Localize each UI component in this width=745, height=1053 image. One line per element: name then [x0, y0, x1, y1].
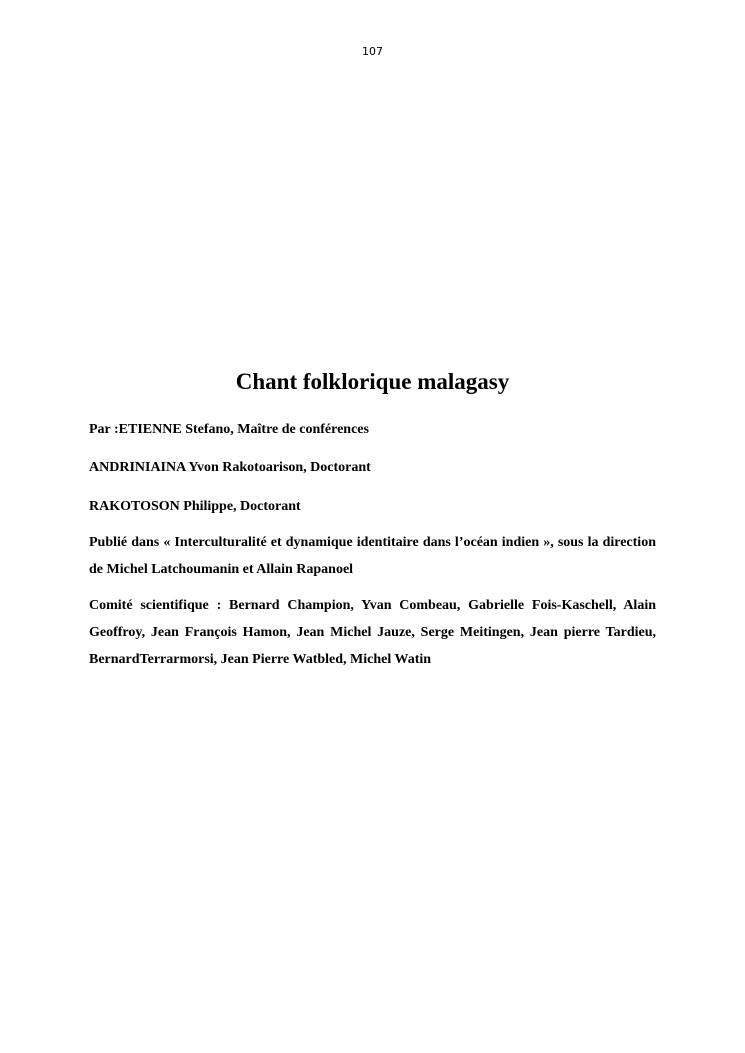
scientific-committee: Comité scientifique : Bernard Champion, Yvan Combeau, Gabrielle Fois-Kaschell, Alain Geoffroy, Jean François Hamon, Jean Michel Jauze, Serge Meitingen, Jean pierre Tardieu, BernardTerrarmorsi, Jean Pierre Watbled, Michel Watin: [89, 598, 656, 667]
author-line: RAKOTOSON Philippe, Doctorant: [89, 499, 301, 514]
author-line: Par :ETIENNE Stefano, Maître de conférences: [89, 422, 369, 437]
article-header: [89, 366, 656, 673]
publication-note: Publié dans « Interculturalité et dynamique identitaire dans l’océan indien », sous la direction de Michel Latchoumanin et Allain Rapanoel: [89, 535, 656, 577]
article-title: Chant folklorique malagasy: [235, 369, 510, 394]
author-line: ANDRINIAINA Yvon Rakotoarison, Doctorant: [89, 460, 371, 475]
page-number: 107: [362, 45, 383, 58]
